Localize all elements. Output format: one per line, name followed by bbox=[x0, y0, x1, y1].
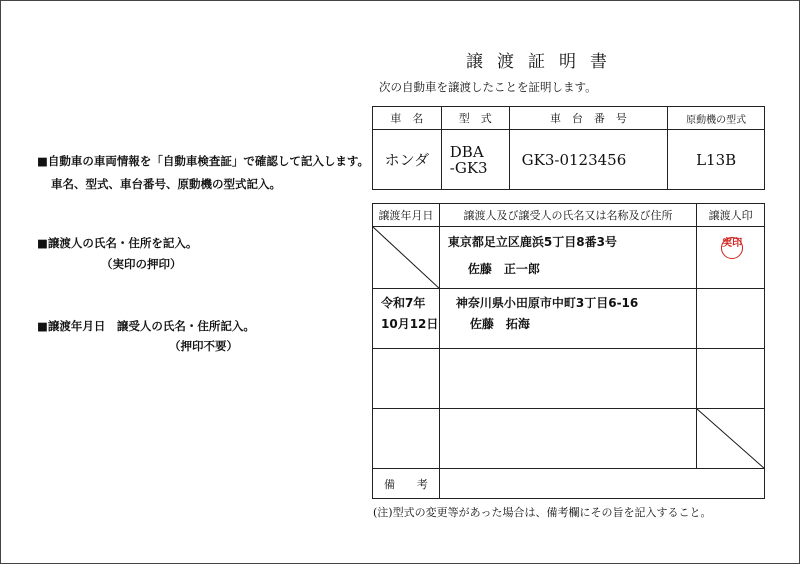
transfer-table bbox=[372, 203, 765, 499]
row4-parties bbox=[439, 409, 696, 469]
document-subtitle: 次の自動車を譲渡したことを証明します。 bbox=[379, 80, 597, 94]
row1-parties bbox=[439, 227, 696, 289]
vehicle-model-line1: DBA bbox=[449, 142, 484, 161]
vehicle-model-line2: -GK3 bbox=[449, 158, 488, 177]
vehicle-chassis-number: GK3-0123456 bbox=[509, 130, 668, 190]
row3-parties bbox=[439, 349, 696, 409]
header-make: 車 名 bbox=[373, 107, 442, 130]
vehicle-table bbox=[372, 106, 765, 190]
remarks-field bbox=[439, 469, 764, 499]
header-engine-type: 原動機の型式 bbox=[668, 107, 765, 130]
header-parties: 譲渡人及び譲受人の氏名又は名称及び住所 bbox=[439, 204, 696, 227]
row2-parties bbox=[439, 289, 696, 349]
red-seal-stamp: 実印 bbox=[721, 237, 743, 259]
row1-address: 東京都足立区鹿浜5丁目8番3号 bbox=[447, 235, 617, 249]
row4-date bbox=[373, 409, 440, 469]
row2-seal-cell bbox=[697, 289, 765, 349]
header-transferor-seal: 譲渡人印 bbox=[697, 204, 765, 227]
header-model: 型 式 bbox=[441, 107, 509, 130]
row1-name: 佐藤 正一郎 bbox=[467, 262, 540, 276]
footnote: (注)型式の変更等があった場合は、備考欄にその旨を記入すること。 bbox=[373, 506, 712, 519]
row2-date-year: 令和7年 bbox=[381, 296, 426, 310]
note-transfer-date: ■譲渡年月日 譲受人の氏名・住所記入。 bbox=[37, 319, 255, 333]
row1-date-crossed bbox=[373, 227, 440, 289]
note-vehicle-info: ■自動車の車両情報を「自動車検査証」で確認して記入します。 bbox=[37, 154, 369, 168]
note-transferor: ■譲渡人の氏名・住所を記入。 bbox=[37, 236, 198, 250]
row4-seal-crossed bbox=[697, 409, 765, 469]
row2-date-day: 10月12日 bbox=[381, 317, 439, 331]
diagonal-line bbox=[697, 409, 764, 468]
row2-name: 佐藤 拓海 bbox=[469, 317, 530, 331]
vehicle-model bbox=[441, 130, 509, 190]
row2-address: 神奈川県小田原市中町3丁目6-16 bbox=[455, 296, 639, 310]
note-seal: （実印の押印） bbox=[101, 257, 182, 271]
diagonal-line bbox=[373, 227, 439, 288]
row3-date bbox=[373, 349, 440, 409]
remarks-label: 備 考 bbox=[373, 469, 440, 499]
note-no-seal: （押印不要） bbox=[169, 339, 238, 353]
note-vehicle-fields: 車名、型式、車台番号、原動機の型式記入。 bbox=[51, 177, 281, 191]
row2-date bbox=[373, 289, 440, 349]
vehicle-make: ホンダ bbox=[373, 130, 442, 190]
header-chassis-number: 車 台 番 号 bbox=[509, 107, 668, 130]
document-title: 譲渡証明書 bbox=[466, 52, 621, 72]
vehicle-engine-type: L13B bbox=[668, 130, 765, 190]
row1-seal-cell bbox=[697, 227, 765, 289]
header-transfer-date: 譲渡年月日 bbox=[373, 204, 440, 227]
row3-seal-cell bbox=[697, 349, 765, 409]
